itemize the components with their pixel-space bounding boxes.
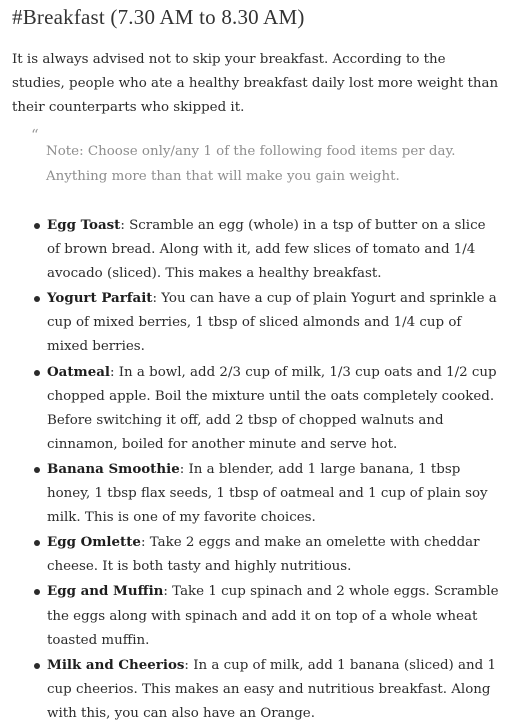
item-text: : In a blender, add 1 large banana, 1 tbsp honey, 1 tbsp flax seeds, 1 tbsp of oatmeal and 1 cup of plain soy milk. This is one of my favorite choices. bbox=[47, 461, 488, 526]
list-item bbox=[0, 653, 513, 726]
item-title: Oatmeal bbox=[47, 363, 110, 380]
list-item bbox=[0, 457, 513, 530]
bullet-icon bbox=[34, 223, 40, 229]
item-text: : Scramble an egg (whole) in a tsp of butter on a slice of brown bread. Along with it, add few slices of tomato and 1/4 avocado (sliced). This makes a healthy breakfast. bbox=[47, 218, 486, 282]
list-item bbox=[0, 360, 513, 457]
list-item bbox=[0, 530, 513, 579]
bullet-icon bbox=[34, 296, 40, 302]
item-text: : Take 2 eggs and make an omelette with cheddar cheese. It is both tasty and highly nutritious. bbox=[47, 535, 480, 575]
item-title: Milk and Cheerios bbox=[47, 656, 185, 673]
item-text: : In a cup of milk, add 1 banana (sliced) and 1 cup cheerios. This makes an easy and nutritious breakfast. Along with this, you can also have an Orange. bbox=[47, 657, 496, 721]
bullet-icon bbox=[34, 370, 40, 376]
item-title: Egg and Muffin bbox=[47, 583, 164, 600]
item-title: Egg Toast bbox=[47, 217, 121, 233]
bullet-icon bbox=[34, 467, 40, 473]
item-text: : In a bowl, add 2/3 cup of milk, 1/3 cup oats and 1/2 cup chopped apple. Boil the mixture until the oats completely cooked. Before switching it off, add 2 tbsp of chopped walnuts and cinnamon, boiled for another minute and serve hot. bbox=[47, 364, 497, 452]
section-heading: #Breakfast (7.30 AM to 8.30 AM) bbox=[12, 5, 305, 29]
breakfast-list bbox=[0, 213, 513, 726]
bullet-icon bbox=[34, 589, 40, 595]
quote-icon: “ bbox=[31, 126, 39, 144]
item-text: : You can have a cup of plain Yogurt and sprinkle a cup of mixed berries, 1 tbsp of sliced almonds and 1/4 cup of mixed berries. bbox=[47, 291, 497, 355]
note-blockquote: Note: Choose only/any 1 of the following food items per day. Anything more than that will make you gain weight. bbox=[46, 144, 456, 184]
list-item bbox=[0, 213, 513, 286]
item-title: Egg Omlette bbox=[47, 534, 141, 551]
intro-paragraph: It is always advised not to skip your breakfast. According to the studies, people who ate a healthy breakfast daily lost more weight than their counterparts who skipped it. bbox=[12, 52, 499, 115]
item-title: Yogurt Parfait bbox=[47, 290, 153, 307]
list-item bbox=[0, 579, 513, 652]
list-item bbox=[0, 286, 513, 359]
item-text: : Take 1 cup spinach and 2 whole eggs. Scramble the eggs along with spinach and add it on top of a whole wheat toasted muffin. bbox=[47, 584, 499, 648]
item-title: Banana Smoothie bbox=[47, 460, 180, 477]
bullet-icon bbox=[34, 540, 40, 546]
bullet-icon bbox=[34, 663, 40, 669]
